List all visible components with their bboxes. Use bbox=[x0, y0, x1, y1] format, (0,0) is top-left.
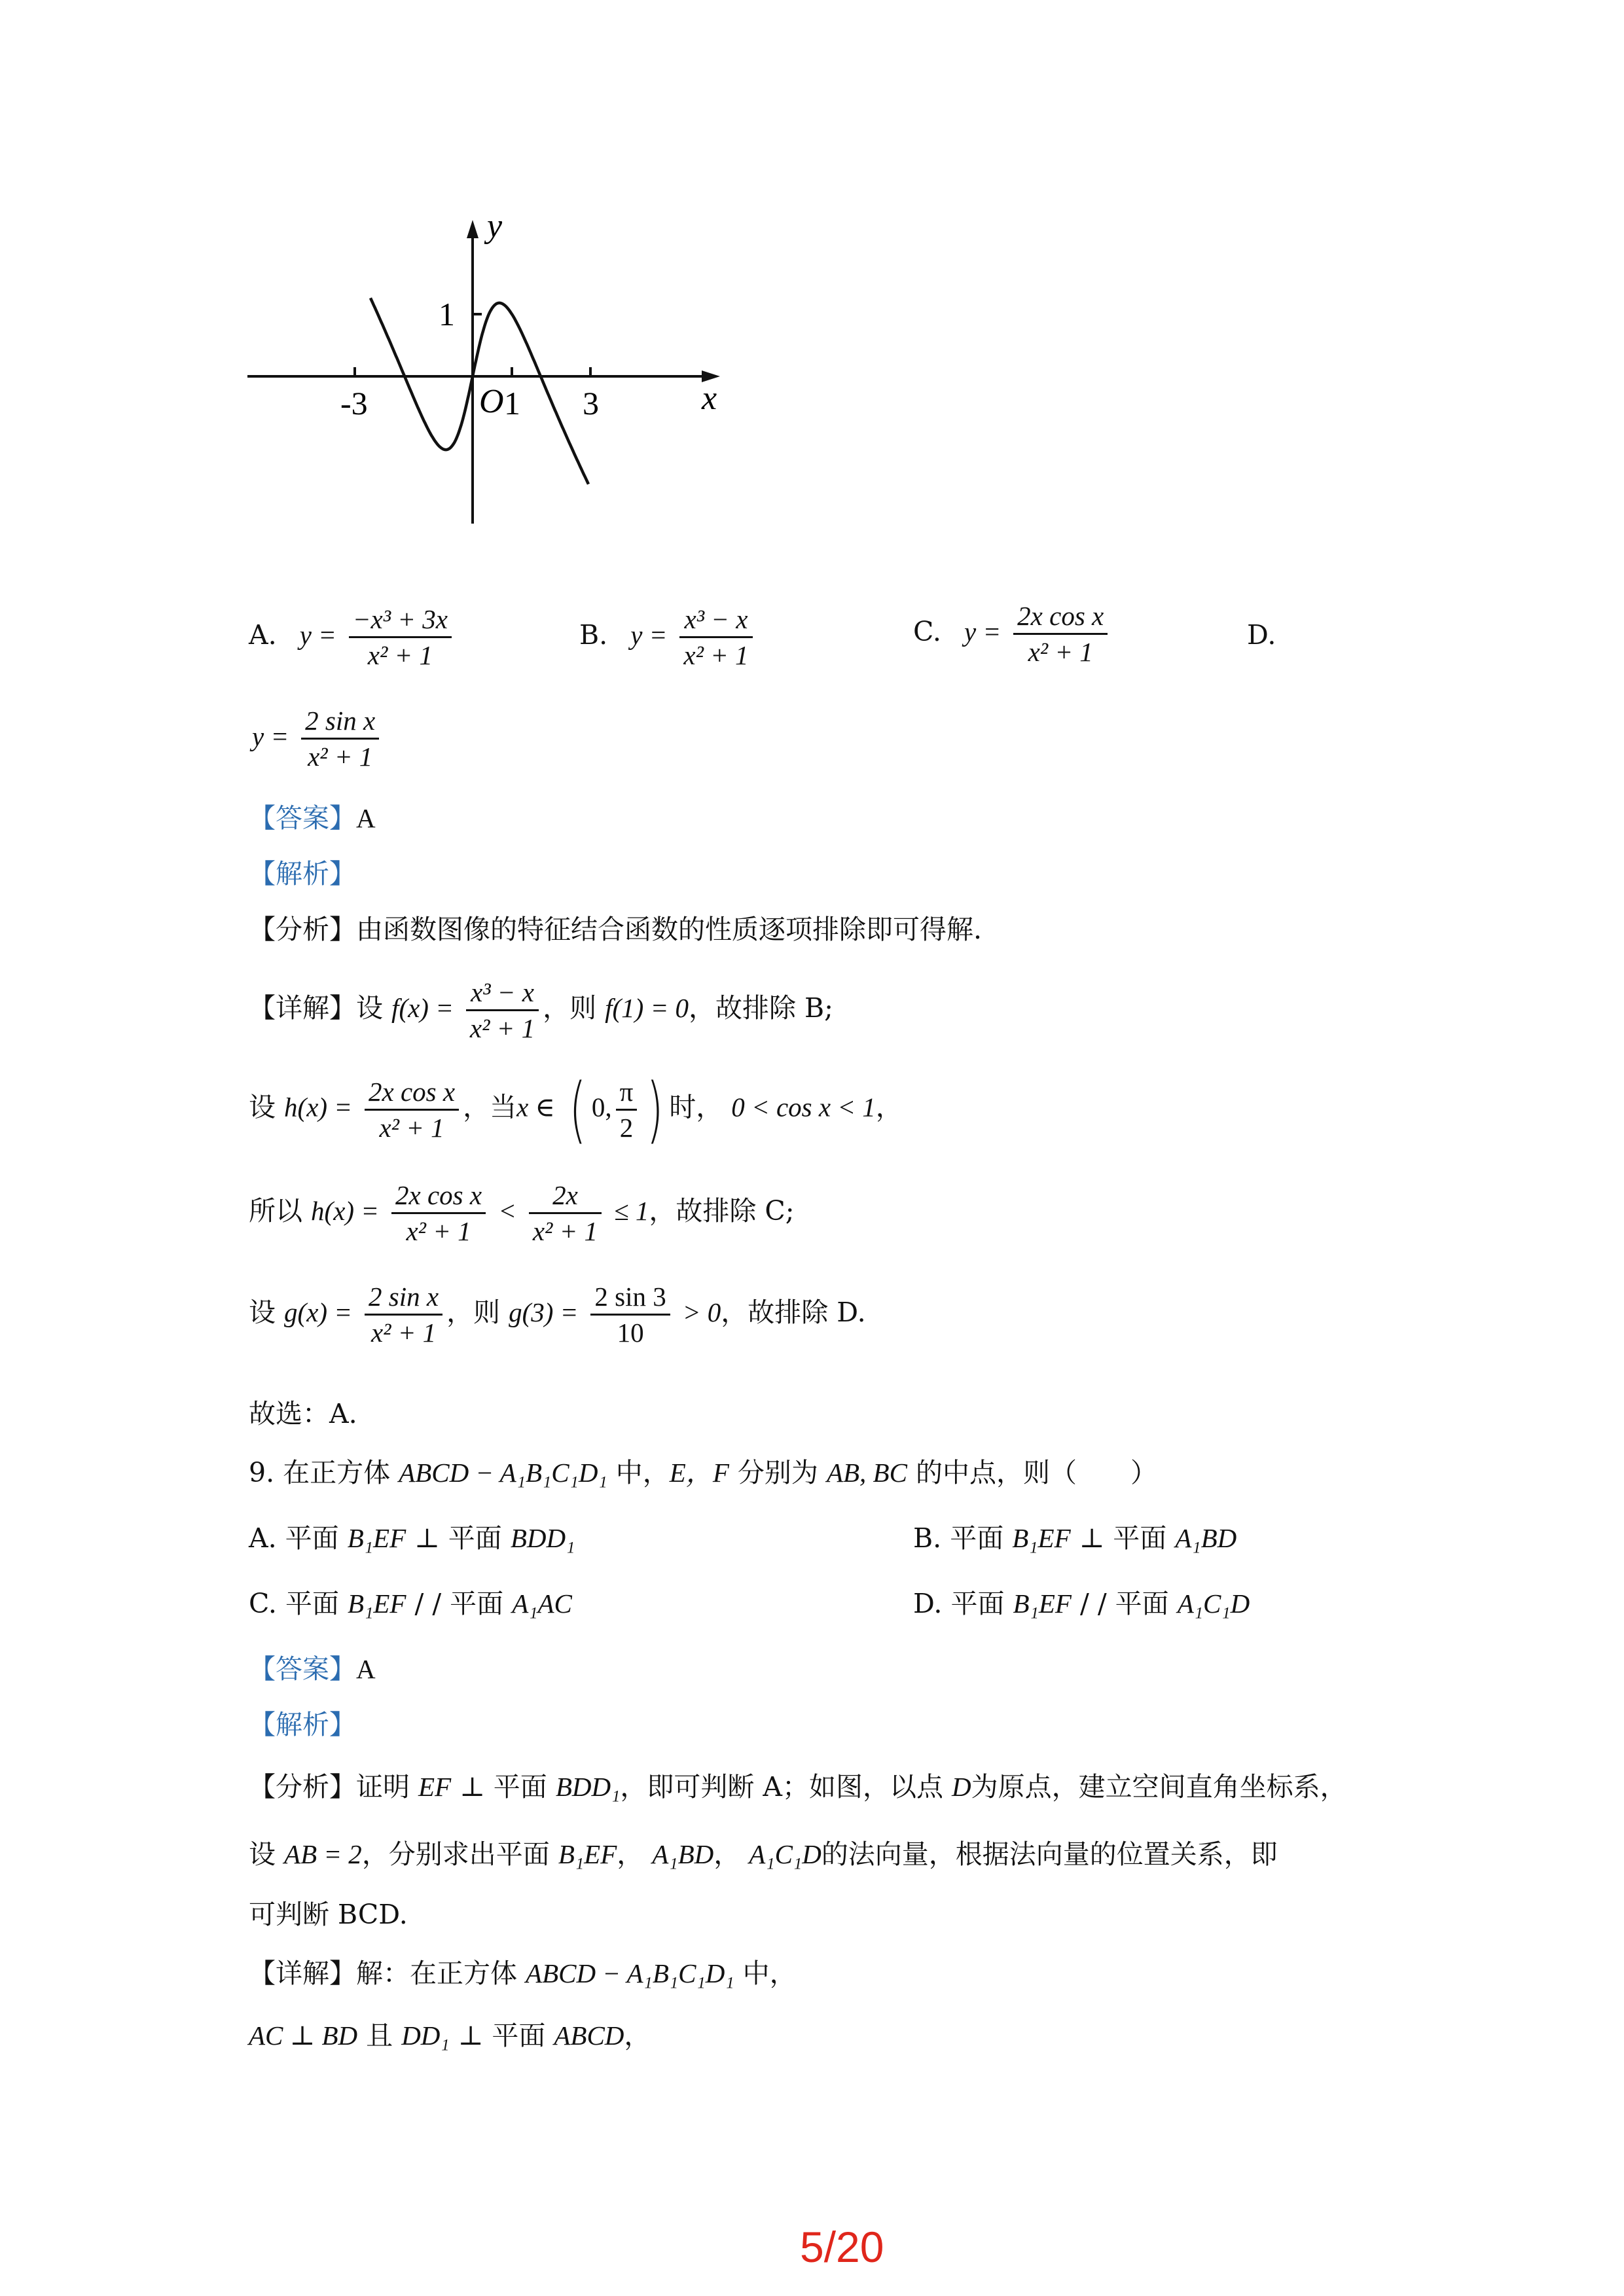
q8-option-d-formula bbox=[252, 704, 383, 774]
relation: / / 平面 bbox=[1079, 1588, 1169, 1619]
text: ， bbox=[713, 1839, 741, 1870]
y-axis-label: y bbox=[487, 207, 503, 245]
denominator: x² + 1 bbox=[469, 1013, 535, 1043]
numerator: 2 sin 3 bbox=[590, 1280, 670, 1316]
fraction bbox=[529, 1178, 602, 1248]
option-label: A. 平面 bbox=[249, 1522, 339, 1554]
math: B₁EF bbox=[1012, 1523, 1071, 1553]
math: A₁AC bbox=[512, 1588, 572, 1619]
page-number: 5/20 bbox=[800, 2223, 884, 2271]
detail-tag: 【详解】 bbox=[249, 1958, 356, 1989]
fraction bbox=[1013, 599, 1108, 669]
q8-detail-line-2 bbox=[249, 1067, 903, 1151]
text: ，故排除 B; bbox=[689, 992, 833, 1024]
math: E，F bbox=[669, 1458, 729, 1488]
text: 中， bbox=[742, 1958, 797, 1989]
denominator: 2 bbox=[619, 1112, 634, 1143]
q8-detail-line-4 bbox=[249, 1280, 866, 1350]
denominator: x² + 1 bbox=[379, 1112, 444, 1143]
option-label: D. bbox=[1247, 619, 1276, 651]
answer-value: A bbox=[356, 1654, 376, 1684]
fenxi-text: 由函数图像的特征结合函数的性质逐项排除即可得解. bbox=[356, 914, 983, 945]
fenxi-tag: 【分析】 bbox=[249, 1771, 356, 1803]
text: ， bbox=[624, 2020, 651, 2051]
function-graph bbox=[236, 203, 759, 543]
text: 且 bbox=[366, 2020, 393, 2051]
text: ，则 bbox=[446, 1297, 501, 1328]
text: ，则 bbox=[543, 992, 597, 1024]
option-label: B. bbox=[579, 619, 608, 651]
q8-option-b bbox=[579, 602, 757, 672]
denominator: x² + 1 bbox=[532, 1216, 598, 1246]
option-label: C. 平面 bbox=[249, 1588, 339, 1619]
text: ⊥ 平面 bbox=[460, 1771, 547, 1803]
text: ，即可判断 A；如图，以点 bbox=[620, 1771, 943, 1803]
q9-fenxi-line-3: 可判断 BCD. bbox=[249, 1899, 408, 1930]
x-axis-label: x bbox=[702, 380, 717, 417]
q8-analysis-tag: 【解析】 bbox=[249, 858, 356, 889]
fenxi-tag: 【分析】 bbox=[249, 914, 356, 945]
option-label: A. bbox=[249, 619, 277, 651]
fraction bbox=[590, 1280, 670, 1350]
q9-fenxi-line-1 bbox=[249, 1770, 1347, 1803]
text: ， bbox=[617, 1839, 644, 1870]
numerator: 2 sin x bbox=[365, 1280, 442, 1316]
denominator: x² + 1 bbox=[367, 640, 433, 670]
y-tick-label: 1 bbox=[439, 296, 455, 332]
q9-analysis-tag: 【解析】 bbox=[249, 1709, 356, 1740]
fraction bbox=[365, 1280, 442, 1350]
fraction bbox=[391, 1178, 486, 1248]
relation: ⊥ 平面 bbox=[1079, 1522, 1167, 1554]
q9-detail-line-1 bbox=[249, 1957, 797, 1990]
text: 解：在正方体 bbox=[356, 1958, 517, 1989]
numerator: 2x cos x bbox=[1013, 599, 1108, 635]
right-paren: ) bbox=[646, 1067, 664, 1151]
eq: y = bbox=[299, 620, 336, 650]
q8-detail-line-1 bbox=[249, 975, 833, 1045]
text: 为原点，建立空间直角坐标系， bbox=[971, 1771, 1347, 1803]
text: 所以 bbox=[249, 1195, 302, 1227]
math: ABCD bbox=[554, 2020, 624, 2051]
x-tick-label: 1 bbox=[504, 385, 520, 422]
fraction bbox=[466, 975, 539, 1045]
math: 0, bbox=[591, 1092, 612, 1122]
option-label: D. 平面 bbox=[913, 1588, 1005, 1619]
text: 设 bbox=[249, 1297, 276, 1328]
detail-tag: 【详解】 bbox=[249, 992, 356, 1024]
q9-answer bbox=[249, 1653, 376, 1685]
q9-option-c bbox=[249, 1587, 572, 1620]
relation: ⊥ 平面 bbox=[414, 1522, 502, 1554]
text: 分别为 bbox=[737, 1457, 818, 1488]
x-tick-label: 3 bbox=[583, 385, 599, 422]
math: AB, BC bbox=[826, 1458, 907, 1488]
numerator: 2 sin x bbox=[301, 704, 379, 740]
math: A₁C₁D bbox=[749, 1839, 821, 1869]
q9-option-b bbox=[913, 1522, 1236, 1554]
text: 设 bbox=[249, 1839, 276, 1870]
text: ，当 bbox=[463, 1091, 517, 1123]
x-tick-label: -3 bbox=[340, 385, 368, 422]
text: 9. 在正方体 bbox=[249, 1457, 391, 1488]
text: 的中点，则（ ） bbox=[916, 1457, 1157, 1488]
text: ， bbox=[875, 1091, 903, 1123]
text: 设 bbox=[356, 992, 383, 1024]
answer-value: A bbox=[356, 803, 376, 833]
relation: / / 平面 bbox=[414, 1588, 504, 1619]
denominator: x² + 1 bbox=[308, 742, 373, 772]
denominator: x² + 1 bbox=[370, 1318, 437, 1348]
text: ，分别求出平面 bbox=[361, 1839, 550, 1870]
text: 的法向量，根据法向量的位置关系，即 bbox=[821, 1839, 1278, 1870]
answer-tag: 【答案】 bbox=[249, 1653, 356, 1685]
math: BDD₁ bbox=[510, 1523, 575, 1553]
math: B₁EF bbox=[347, 1523, 406, 1553]
math: D bbox=[952, 1772, 971, 1802]
q9-option-d bbox=[913, 1587, 1250, 1620]
math: g(x) = bbox=[284, 1297, 352, 1327]
q8-option-d-label bbox=[1247, 619, 1276, 651]
eq: y = bbox=[252, 721, 289, 751]
q9-fenxi-line-2 bbox=[249, 1838, 1278, 1871]
numerator: 2x bbox=[529, 1178, 602, 1214]
math: ABCD − A₁B₁C₁D₁ bbox=[399, 1458, 607, 1488]
text: 时， bbox=[669, 1091, 723, 1123]
math: AC ⊥ BD bbox=[249, 2020, 358, 2051]
math: > 0 bbox=[682, 1297, 721, 1327]
math: BDD₁ bbox=[555, 1772, 621, 1802]
denominator: x² + 1 bbox=[406, 1216, 471, 1246]
q8-conclusion: 故选：A. bbox=[249, 1398, 357, 1429]
numerator: 2x cos x bbox=[391, 1178, 486, 1214]
q9-detail-line-2 bbox=[249, 2019, 651, 2052]
q8-answer bbox=[249, 802, 376, 834]
q8-option-a bbox=[249, 602, 456, 672]
math: g(3) = bbox=[509, 1297, 579, 1327]
text: 证明 bbox=[356, 1771, 410, 1803]
numerator: x³ − x bbox=[466, 975, 539, 1011]
fraction bbox=[365, 1075, 459, 1145]
option-label: C. bbox=[913, 616, 941, 647]
math: h(x) = bbox=[284, 1092, 352, 1122]
q8-detail-line-3 bbox=[249, 1178, 795, 1248]
math: < bbox=[498, 1196, 516, 1226]
numerator: −x³ + 3x bbox=[349, 602, 452, 638]
math: A₁C₁D bbox=[1177, 1588, 1250, 1619]
text: ，故排除 D. bbox=[721, 1297, 866, 1328]
fraction bbox=[349, 602, 452, 672]
text: ⊥ 平面 bbox=[458, 2020, 546, 2051]
math: DD₁ bbox=[401, 2020, 450, 2051]
answer-tag: 【答案】 bbox=[249, 802, 356, 834]
fraction bbox=[616, 1075, 638, 1145]
math: B₁EF bbox=[1013, 1588, 1072, 1619]
fraction bbox=[301, 704, 379, 774]
denominator: x² + 1 bbox=[1028, 637, 1093, 667]
option-label: B. 平面 bbox=[913, 1522, 1004, 1554]
text: 中， bbox=[615, 1457, 670, 1488]
numerator: 2x cos x bbox=[365, 1075, 459, 1111]
math: 0 < cos x < 1 bbox=[731, 1092, 876, 1122]
math: EF bbox=[418, 1772, 452, 1802]
q8-fenxi bbox=[249, 913, 982, 946]
math: A₁BD bbox=[1175, 1523, 1237, 1553]
math: B₁EF bbox=[348, 1588, 406, 1619]
numerator: x³ − x bbox=[679, 602, 752, 638]
denominator: 10 bbox=[617, 1318, 644, 1348]
math: A₁BD bbox=[652, 1839, 714, 1869]
q8-option-c bbox=[913, 599, 1111, 669]
math: ≤ 1 bbox=[614, 1196, 649, 1226]
fraction bbox=[679, 602, 752, 672]
eq: y = bbox=[630, 620, 668, 650]
math: B₁EF bbox=[558, 1839, 617, 1869]
denominator: x² + 1 bbox=[683, 640, 749, 670]
numerator: π bbox=[616, 1075, 638, 1111]
eq: y = bbox=[964, 617, 1001, 647]
x-axis bbox=[247, 370, 720, 382]
text: 设 bbox=[249, 1091, 276, 1123]
q9-option-a bbox=[249, 1522, 575, 1554]
text: ，故排除 C; bbox=[649, 1195, 795, 1227]
math: AB = 2 bbox=[284, 1839, 362, 1869]
math: f(1) = 0 bbox=[605, 993, 689, 1023]
math: f(x) = bbox=[391, 993, 454, 1023]
math: ABCD − A₁B₁C₁D₁ bbox=[526, 1958, 734, 1988]
left-paren: ( bbox=[569, 1067, 586, 1151]
math: h(x) = bbox=[311, 1196, 379, 1226]
origin-label: O bbox=[479, 383, 504, 420]
math: x ∈ bbox=[516, 1092, 555, 1122]
q9-stem bbox=[249, 1456, 1157, 1489]
